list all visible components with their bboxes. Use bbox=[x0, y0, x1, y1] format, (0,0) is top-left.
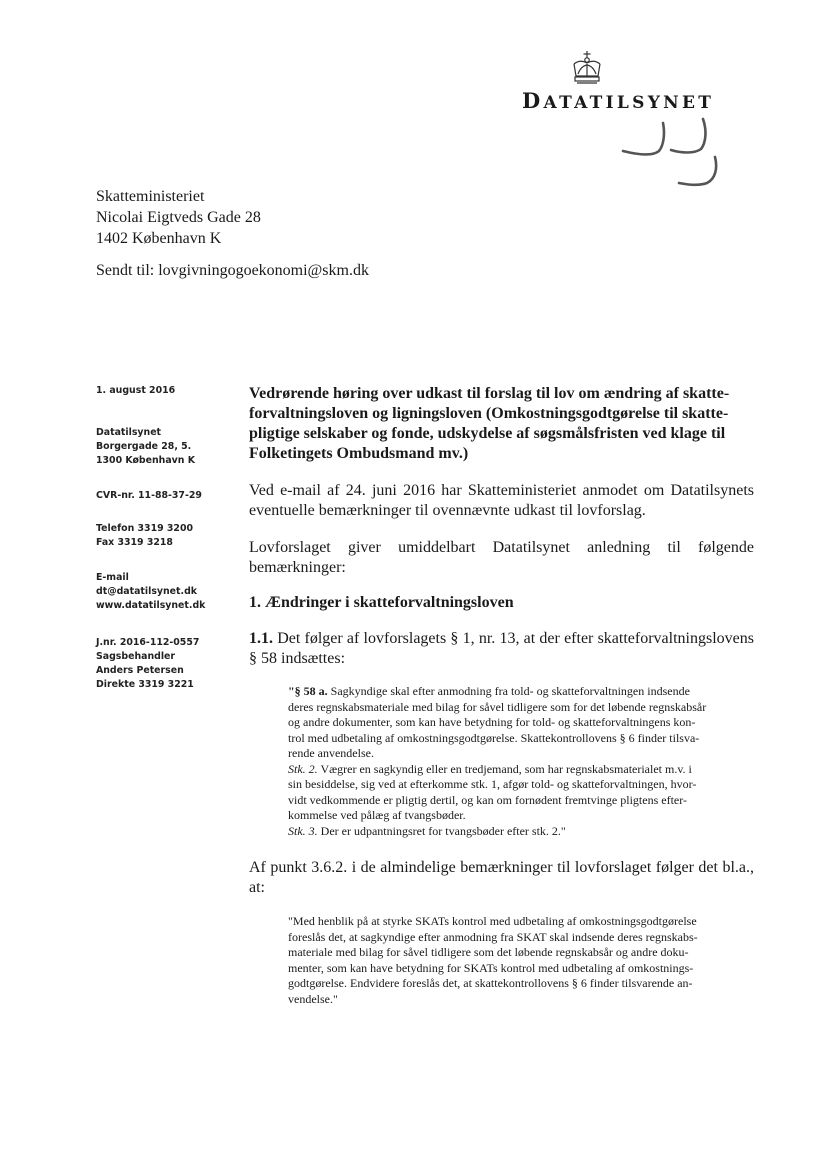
sent-to-line: Sendt til: lovgivningogoekonomi@skm.dk bbox=[96, 262, 369, 279]
recipient-address: Skatteministeriet Nicolai Eigtveds Gade 28 1402 København K bbox=[96, 188, 261, 247]
body-paragraph-3: Af punkt 3.6.2. i de almindelige bemærkninger til lovforslaget følger det bl.a., at: bbox=[249, 859, 754, 896]
sender-address: Datatilsynet Borgergade 28, 5. 1300 København K bbox=[96, 427, 195, 466]
letter-date: 1. august 2016 bbox=[96, 385, 176, 396]
cvr-number: CVR-nr. 11-88-37-29 bbox=[96, 490, 202, 501]
section-heading-1: 1. Ændringer i skatteforvaltningsloven bbox=[249, 594, 514, 611]
case-details: J.nr. 2016-112-0557 Sagsbehandler Anders Petersen Direkte 3319 3221 bbox=[96, 637, 200, 690]
letter-subject: Vedrørende høring over udkast til forslag til lov om ændring af skatte- forvaltningsloven og ligningsloven (Omkostningsgodtgørelse til skatte- pligtige selskaber og fonde, udskydelse af søgsmålsfristen ved klage til Folketingets Ombudsmand mv.) bbox=[249, 385, 730, 462]
body-paragraph-1: Ved e-mail af 24. juni 2016 har Skatteministeriet anmodet om Datatilsynets eventuelle bemærkninger til ovennævnte udkast til lovforslag. bbox=[249, 482, 754, 519]
contact-online: E-mail dt@datatilsynet.dk www.datatilsynet.dk bbox=[96, 571, 231, 613]
website-link[interactable]: www.datatilsynet.dk bbox=[96, 600, 206, 611]
section-1-1-paragraph: 1.1. Det følger af lovforslagets § 1, nr. 13, at der efter skatteforvaltningslovens § 58 indsættes: bbox=[249, 630, 754, 667]
remarks-quote: "Med henblik på at styrke SKATs kontrol med udbetaling af omkostningsgodtgørelse foreslås det, at sagkyndige efter anmodning fra SKAT skal indsende deres regnskabs- materiale med bilag for såvel tidligere som det løbende regnskabsår og andre doku- menter, som kan have betydning for SKATs kontrol med udbetaling af omkostnings- godtgørelse. Endvidere foreslås det, at skattekontrollovens § 6 finder tilsvarende an- vendelse." bbox=[288, 914, 698, 1006]
contact-phone: Telefon 3319 3200 Fax 3319 3218 bbox=[96, 523, 193, 548]
body-paragraph-2: Lovforslaget giver umiddelbart Datatilsynet anledning til følgende bemærkninger: bbox=[249, 539, 754, 576]
email-link[interactable]: dt@datatilsynet.dk bbox=[96, 586, 198, 597]
law-quote-1: "§ 58 a. Sagkyndige skal efter anmodning fra told- og skatteforvaltningen indsende deres regnskabsmateriale med bilag for såvel tidligere som for det løbende regnskabsår og andre dokumenter, som kan have betydning for told- og skatteforvaltningens kon- trol med udbetaling af omkostningsgodtgørelse. Skattekontrollovens § 6 finder tilsva- rende anvendelse. Stk. 2. Vægrer en sagkyndig eller en tredjemand, som har regnskabsmaterialet m.v. i sin besiddelse, sig ved at efterkomme stk. 1, afgør told- og skatteforvaltningen, hvor- vidt vedkommende er pligtig dertil, og kan om fornødent fremtvinge pligtens efter- kommelse ved pålæg af tvangsbøder. Stk. 3. Der er udpantningsret for tvangsbøder efter stk. 2." bbox=[288, 684, 707, 838]
handwritten-initials bbox=[615, 115, 725, 195]
organization-logo-text: DATATILSYNET bbox=[522, 88, 715, 113]
crown-logo-icon bbox=[568, 50, 606, 86]
